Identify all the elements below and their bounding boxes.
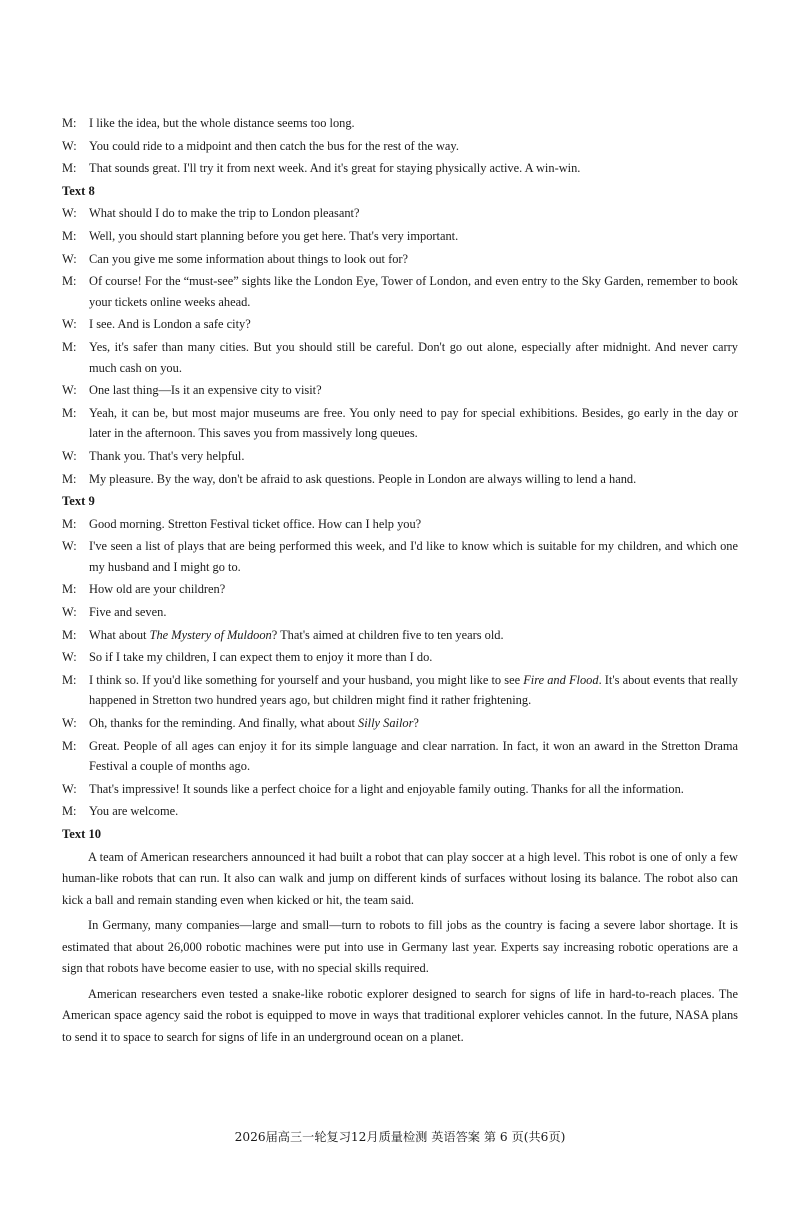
speaker: M: <box>62 274 77 289</box>
dialog-line <box>62 113 738 134</box>
speaker: M: <box>62 116 77 130</box>
dialog-line <box>62 514 738 535</box>
dialog-line <box>62 271 738 312</box>
dialog-text: Thank you. That's very helpful. <box>89 448 245 463</box>
dialog-line <box>62 158 738 179</box>
dialog-text: You could ride to a midpoint and then catch the bus for the rest of the way. <box>89 138 459 153</box>
passage-paragraph: A team of American researchers announced it had built a robot that can play soccer at a high level. This robot is one of only a few human-like robots that can run. It also can walk and jump on different kinds of surfaces without losing its balance. The robot also can kick a ball and remain standing even when kicked or hit, the team said. <box>62 849 738 907</box>
dialog-line <box>62 625 738 646</box>
dialog-line <box>62 136 738 157</box>
dialog-text: So if I take my children, I can expect them to enjoy it more than I do. <box>89 650 433 665</box>
dialog-text: Of course! For the “must-see” sights like the London Eye, Tower of London, and even entry to the Sky Garden, remember to book your tickets online weeks ahead. <box>89 274 738 309</box>
dialog-text: That's impressive! It sounds like a perfect choice for a light and enjoyable family outing. Thanks for all the information. <box>89 781 684 796</box>
dialog-text: How old are your children? <box>89 582 226 597</box>
dialog-line <box>62 647 738 668</box>
speaker: M: <box>62 582 77 597</box>
passage-paragraph: In Germany, many companies—large and small—turn to robots to fill jobs as the country is facing a severe labor shortage. It is estimated that about 26,000 robotic machines were put into use in Germany last year. Experts say increasing robotic operations are a sign that robots have become easier to use, with no special skills required. <box>62 918 738 976</box>
passage-paragraph: American researchers even tested a snake-like robotic explorer designed to search for signs of life in hard-to-reach places. The American space agency said the robot is equipped to move in ways that traditional explorer vehicles cannot. In the future, NASA plans to send it to space to search for signs of life in an underground ocean on a planet. <box>62 986 738 1044</box>
dialog-text: ? That's aimed at children five to ten years old. <box>271 627 504 642</box>
page-footer: 2026届高三一轮复习12月质量检测 英语答案 第 6 页(共6页) <box>234 1130 566 1144</box>
dialog-line <box>62 536 738 577</box>
speaker: W: <box>62 539 77 554</box>
play-title: Silly Sailor <box>358 716 414 731</box>
dialog-line <box>62 801 738 822</box>
speaker: M: <box>62 405 77 420</box>
speaker: M: <box>62 228 77 243</box>
dialog-text: What about <box>89 627 150 642</box>
dialog-text: Great. People of all ages can enjoy it for its simple language and clear narration. In fact, it won an award in the Stretton Drama Festival a couple of months ago. <box>89 738 738 774</box>
dialog-line <box>62 736 738 777</box>
speaker: M: <box>62 339 77 354</box>
dialog-line <box>62 314 738 335</box>
speaker: W: <box>62 605 77 620</box>
speaker: M: <box>62 516 77 531</box>
dialog-text: . It's about events that really happened in Stretton two hundred years ago, but children might find it rather frightening. <box>89 672 738 708</box>
dialog-line <box>62 602 738 623</box>
speaker: W: <box>62 138 77 153</box>
dialog-line <box>62 403 738 444</box>
dialog-line <box>62 670 738 711</box>
dialog-line <box>62 337 738 378</box>
dialog-text: Oh, thanks for the reminding. And finally, what about <box>89 716 358 731</box>
speaker: W: <box>62 448 77 463</box>
dialog-text: Five and seven. <box>89 605 167 620</box>
play-title: Fire and Flood <box>523 672 599 687</box>
speaker: M: <box>62 471 77 486</box>
speaker: M: <box>62 161 77 176</box>
dialog-text: My pleasure. By the way, don't be afraid to ask questions. People in London are always willing to lend a hand. <box>89 471 637 486</box>
dialog-text: I think so. If you'd like something for yourself and your husband, you might like to see <box>89 672 524 687</box>
dialog-text: Well, you should start planning before you get here. That's very important. <box>89 228 459 243</box>
dialog-text: I've seen a list of plays that are being performed this week, and I'd like to know which is suitable for my children, and which one my husband and I might go to. <box>89 539 738 574</box>
dialog-text: Yeah, it can be, but most major museums are free. You only need to pay for special exhibitions. Besides, go early in the day or later in the afternoon. This saves you from massively long queues. <box>89 405 738 441</box>
dialog-line <box>62 203 738 224</box>
dialog-text: Good morning. Stretton Festival ticket office. How can I help you? <box>89 516 422 531</box>
dialog-line <box>62 249 738 270</box>
speaker: W: <box>62 650 77 665</box>
dialog-text: Yes, it's safer than many cities. But you should still be careful. Don't go out alone, especially after midnight. And never carry much cash on you. <box>89 339 738 375</box>
section-title-text8: Text 8 <box>62 183 95 198</box>
speaker: M: <box>62 804 77 819</box>
speaker: W: <box>62 383 77 398</box>
speaker: W: <box>62 206 77 221</box>
dialog-text: I see. And is London a safe city? <box>89 317 251 332</box>
play-title: The Mystery of Muldoon <box>149 627 272 642</box>
dialog-text: I like the idea, but the whole distance seems too long. <box>89 116 355 130</box>
speaker: M: <box>62 738 77 753</box>
speaker: W: <box>62 781 77 796</box>
dialog-text: One last thing—Is it an expensive city to visit? <box>89 383 322 398</box>
dialog-text: Can you give me some information about things to look out for? <box>89 251 409 266</box>
dialog-text: What should I do to make the trip to London pleasant? <box>89 206 360 221</box>
answer-page <box>62 113 738 1052</box>
dialog-line <box>62 779 738 800</box>
speaker: M: <box>62 627 77 642</box>
section-title-text10: Text 10 <box>62 827 102 841</box>
dialog-text: ? <box>413 716 419 731</box>
dialog-text: That sounds great. I'll try it from next week. And it's great for staying physically active. A win-win. <box>89 161 581 176</box>
dialog-line <box>62 380 738 401</box>
dialog-line <box>62 446 738 467</box>
speaker: M: <box>62 672 77 687</box>
dialog-line <box>62 713 738 734</box>
section-title-text9: Text 9 <box>62 494 95 509</box>
speaker: W: <box>62 251 77 266</box>
dialog-line <box>62 579 738 600</box>
speaker: W: <box>62 716 77 731</box>
dialog-line <box>62 469 738 490</box>
dialog-line <box>62 226 738 247</box>
speaker: W: <box>62 317 77 332</box>
dialog-text: You are welcome. <box>89 804 179 819</box>
